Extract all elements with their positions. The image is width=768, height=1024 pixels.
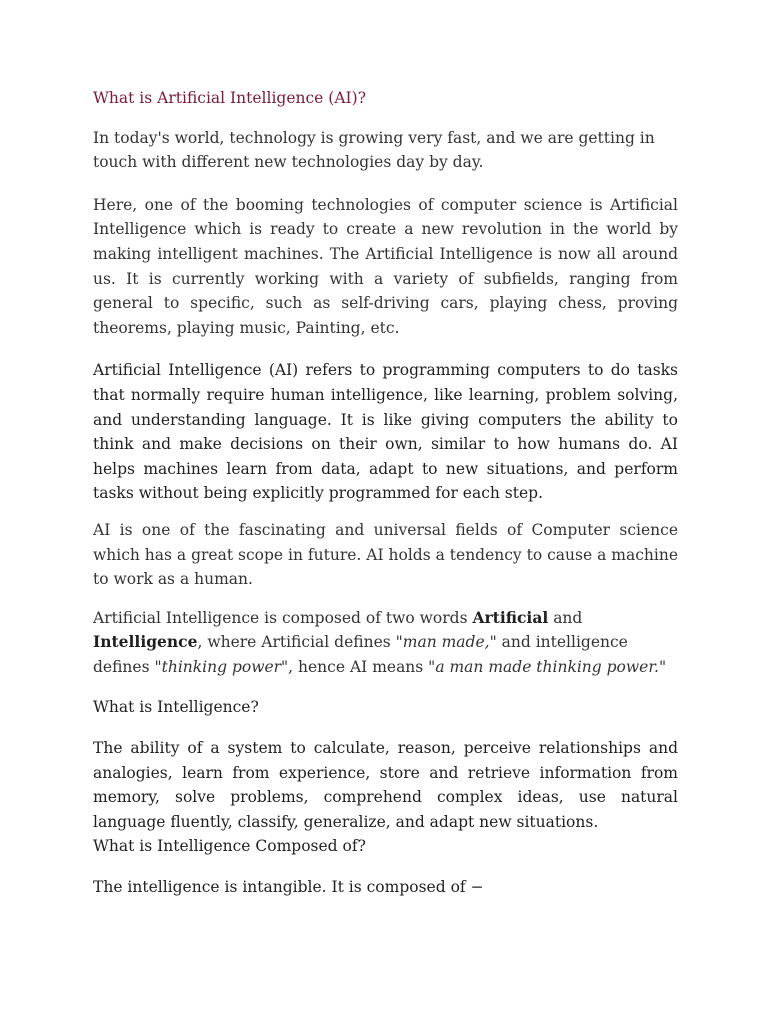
paragraph-booming-tech: Here, one of the booming technologies of computer science is Artificial Intelligence which is ready to create a new revolution in the world by making intelligent machines. The Artificial Intelligence is now all around us. It is currently working with a variety of subfields, ranging from general to specific, such as self-driving cars, playing chess, proving theorems, playing music, Painting, etc. — [93, 195, 678, 337]
text-span: ", hence AI means " — [281, 657, 436, 676]
heading-what-is-intelligence: What is Intelligence? — [93, 698, 259, 717]
bold-term-intelligence: Intelligence — [93, 632, 198, 652]
text-span: , where Artificial defines " — [197, 633, 403, 652]
text-span: " and intelligence defines " — [93, 633, 628, 676]
document-page — [93, 86, 678, 900]
italic-man-made: man made, — [402, 633, 490, 652]
bold-term-artificial: Artificial — [472, 607, 549, 627]
italic-man-made-thinking-power: a man made thinking power. — [435, 657, 659, 676]
heading-intelligence-composed: What is Intelligence Composed of? — [93, 837, 366, 856]
paragraph-intelligence-definition: The ability of a system to calculate, reason, perceive relationships and analogies, learn from experience, store and retrieve information from memory, solve problems, comprehend complex ideas, use natural language fluently, classify, generalize, and adapt new situations. — [93, 739, 678, 831]
text-span: " — [658, 657, 667, 676]
italic-thinking-power: thinking power — [161, 657, 282, 676]
paragraph-ai-words — [93, 606, 678, 680]
paragraph-intro: In today's world, technology is growing very fast, and we are getting in touch with different new technologies day by day. — [93, 128, 655, 172]
text-span: and — [548, 608, 583, 627]
paragraph-ai-scope: AI is one of the fascinating and universal fields of Computer science which has a great scope in future. AI holds a tendency to cause a machine to work as a human. — [93, 520, 678, 589]
text-span: Artificial Intelligence is composed of two words — [93, 608, 473, 627]
document-title: What is Artificial Intelligence (AI)? — [93, 89, 366, 107]
paragraph-ai-definition: Artificial Intelligence (AI) refers to programming computers to do tasks that normally require human intelligence, like learning, problem solving, and understanding language. It is like giving computers the ability to think and make decisions on their own, similar to how humans do. AI helps machines learn from data, adapt to new situations, and perform tasks without being explicitly programmed for each step. — [93, 361, 678, 503]
paragraph-intelligence-intangible: The intelligence is intangible. It is composed of − — [93, 878, 484, 897]
